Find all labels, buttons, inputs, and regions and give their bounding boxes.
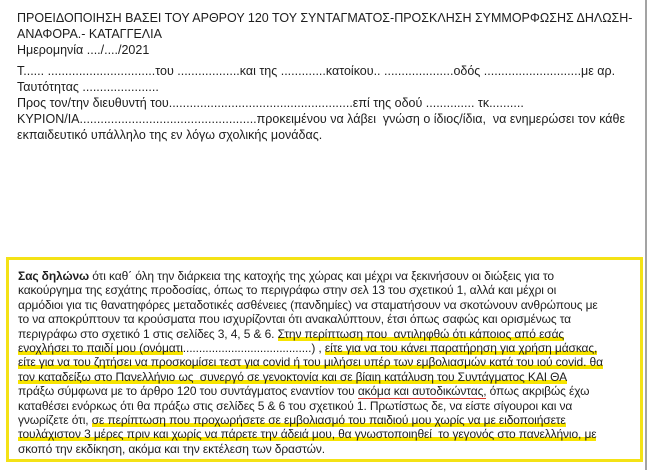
paragraph-line [18,327,634,341]
paragraph-segment-plain: καταθέσει ενόρκως ότι θα πράξω στις σελίδες 5 & 6 του σχετικού 1. Πρωτίστως δε, να είστε σίγουροι και να [18,398,573,413]
declaration-box [6,257,643,462]
paragraph-line [18,413,634,427]
declaration-paragraph [18,269,634,456]
paragraph-line [18,283,634,297]
paragraph-segment-plain: περιγράφω στο σχετικό 1 στις σελίδες 3, 4, 5 & 6. [18,326,278,341]
form-line: εκπαιδευτικό υπάλληλο της εν λόγω σχολικής μονάδας. [17,128,323,142]
form-line: Ταυτότητας ...................... [17,80,159,94]
paragraph-segment-red: ακόμα και αυτοδικώντας, [357,384,487,399]
paragraph-line [18,399,634,413]
paragraph-segment-plain: το να αποκρύπτουν τα κρούσματα που ισχυρίζονται ότι ανακαλύπτουν, έτσι όπως σαφώς και ορισμένως τα [18,312,571,327]
paragraph-line [18,312,634,326]
paragraph-line [18,269,634,283]
paragraph-line [18,427,634,441]
paragraph-segment-yellow: τουλάχιστον 3 μέρες πριν και χωρίς να πάρετε την άδειά μου, θα γνωστοποιηθεί το γεγονός στο πανελλήνιο, με [18,427,597,442]
form-line: Τ...... ...............................του ..................και της .............κατοίκου.. ....................οδός ............................με αρ. [17,64,616,78]
paragraph-segment-yellow: σε περίπτωση που προχωρήσετε σε εμβολιασμό του παιδιού μου χωρίς να με ειδοποιήσετε [91,413,566,428]
paragraph-segment-yellow: είτε για να του ζητήσει να προσκομίσει τεστ για covid ή του μιλήσει υπέρ των εμβολιασμών κατά του ιού covid. θα [18,355,603,370]
paragraph-line [18,442,634,456]
paragraph-line [18,355,634,369]
page-edge-line [645,0,647,470]
paragraph-segment-plain: γνωρίζετε ότι, [18,413,92,428]
form-fields [17,63,632,143]
document-title-line2: ΑΝΑΦΟΡΑ.- ΚΑΤΑΓΓΕΛΙΑ [17,27,162,41]
date-line: Ημερομηνία ..../..../2021 [17,43,150,57]
paragraph-line [18,341,634,355]
paragraph-segment-plain: αρμόδιοι για τις θανατηφόρες μεταδοτικές ασθένειες (πανδημίες) να σταματήσουν να σκοτώνουν ανθρώπους με [18,297,598,312]
paragraph-segment-yellow: ενοχλήσει το παιδί μου (ονόματι [18,341,183,356]
paragraph-segment-plain: κακούργημα της εσχάτης προδοσίας, όπως το περιγράφω στην σελ 13 του σχετικού 1, αλλά και μέχρι οι [18,283,557,298]
paragraph-segment-bold: Σας δηλώνω [18,269,90,283]
paragraph-segment-plain: ........................................) , [182,341,325,356]
document-title-line1: ΠΡΟΕΙΔΟΠΟΙΗΣΗ ΒΑΣΕΙ ΤΟΥ ΑΡΘΡΟΥ 120 ΤΟΥ ΣΥΝΤΑΓΜΑΤΟΣ-ΠΡΟΣΚΛΗΣΗ ΣΥΜΜΟΡΦΩΣΗΣ ΔΗΛΩΣΗ- [17,11,632,25]
paragraph-segment-plain: ότι καθ΄ όλη την διάρκεια της κατοχής της χώρας και μέχρι να ξεκινήσουν οι διώξεις για το [89,269,554,283]
paragraph-segment-yellow: τον καταδείξω στο Πανελλήνιο ως συνεργό σε γενοκτονία και σε βίαιη κατάλυση του Συντάγματος ΚΑΙ ΘΑ [18,369,568,384]
paragraph-segment-red: σκοπό την εκδίκηση, ακόμα και την εκτέλεση των δραστών. [18,441,325,456]
paragraph-line [18,298,634,312]
form-line: ΚΥΡΙΟΝ/ΙΑ...................................................προκειμένου να λάβει γνώση ο ίδιος/ίδια, να ενημερώσει τον κάθε [17,112,626,126]
paragraph-segment-plain: όπως ακριβώς έχω [486,384,590,399]
paragraph-line [18,370,634,384]
paragraph-segment-yellow: είτε για να του κάνει παρατήρηση για χρήση μάσκας, [324,341,598,356]
paragraph-segment-yellow: Στην περίπτωση που αντιληφθώ ότι κάποιος από εσάς [277,326,565,341]
form-line: Προς τον/την διευθυντή του.....................................................επί της οδού .............. τκ.......... [17,96,524,110]
paragraph-line [18,384,634,398]
paragraph-segment-plain: πράξω σύμφωνα με το άρθρο 120 του συντάγματος εναντίον του [18,384,358,399]
document-header [17,10,632,143]
